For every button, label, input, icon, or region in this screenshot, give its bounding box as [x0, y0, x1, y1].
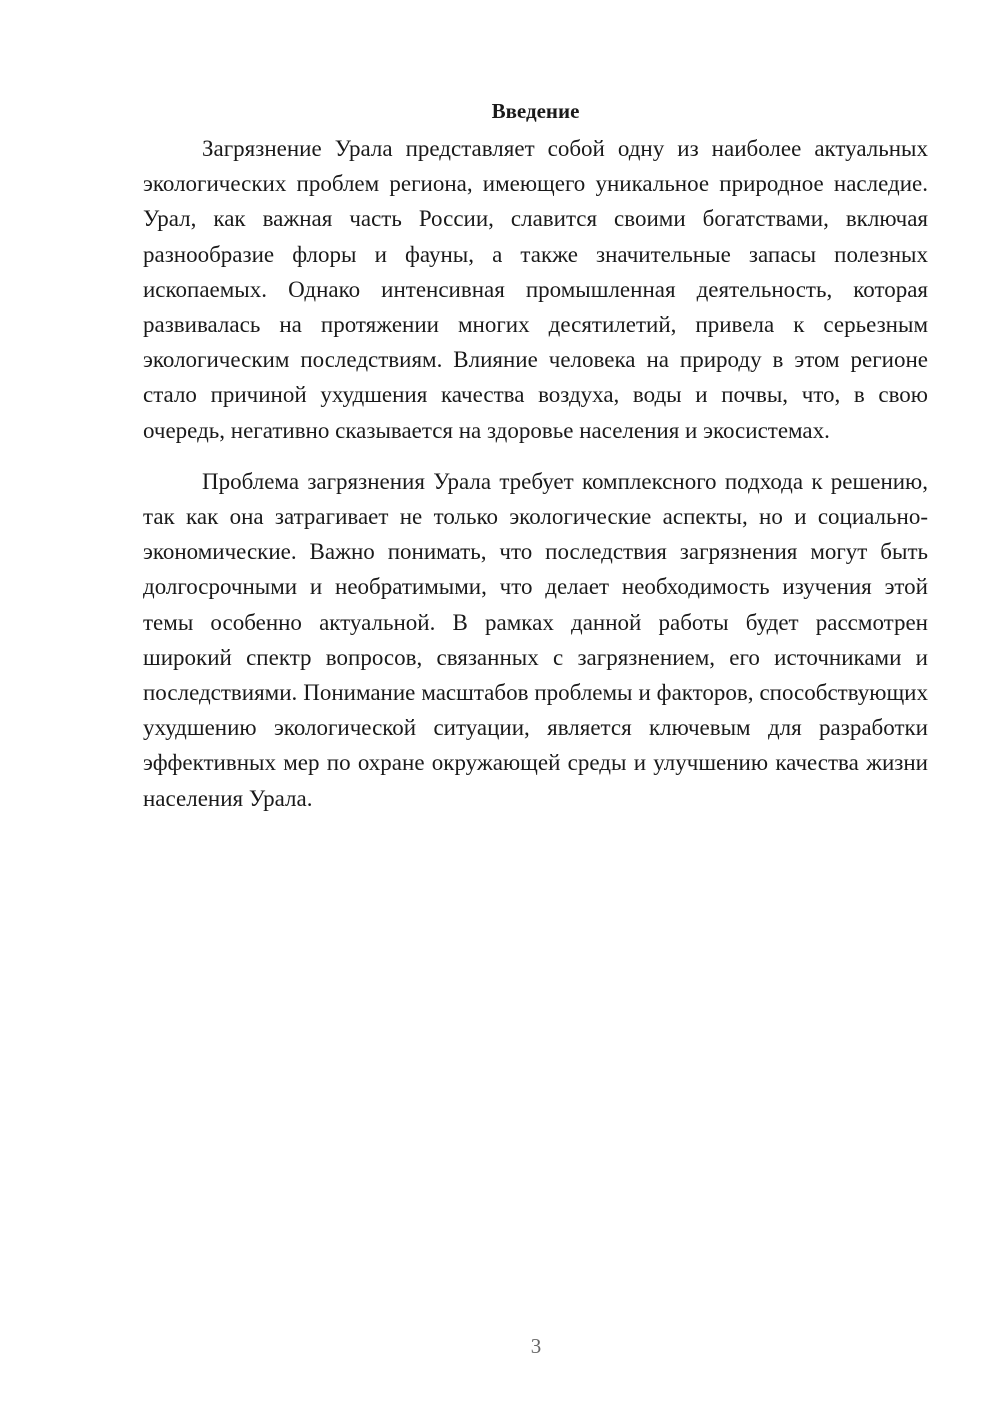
section-heading: Введение	[491, 99, 580, 123]
paragraph-1: Загрязнение Урала представляет собой одну из наиболее актуальных экологических проблем региона, имеющего уникальное природное наследие. Урал, как важная часть России, славится своими богатствами, включая разнообразие флоры и фауны, а также значительные запасы полезных ископаемых. Однако интенсивная промышленная деятельность, которая развивалась на протяжении многих десятилетий, привела к серьезным экологическим последствиям. Влияние человека на природу в этом регионе стало причиной ухудшения качества воздуха, воды и почвы, что, в свою очередь, негативно сказывается на здоровье населения и экосистемах.	[143, 136, 928, 443]
page-content	[143, 96, 928, 816]
paragraph-2: Проблема загрязнения Урала требует комплексного подхода к решению, так как она затрагивает не только экологические аспекты, но и социально-экономические. Важно понимать, что последствия загрязнения могут быть долгосрочными и необратимыми, что делает необходимость изучения этой темы особенно актуальной. В рамках данной работы будет рассмотрен широкий спектр вопросов, связанных с загрязнением, его источниками и последствиями. Понимание масштабов проблемы и факторов, способствующих ухудшению экологической ситуации, является ключевым для разработки эффективных мер по охране окружающей среды и улучшению качества жизни населения Урала.	[143, 468, 928, 811]
page-number: 3	[530, 1334, 542, 1358]
